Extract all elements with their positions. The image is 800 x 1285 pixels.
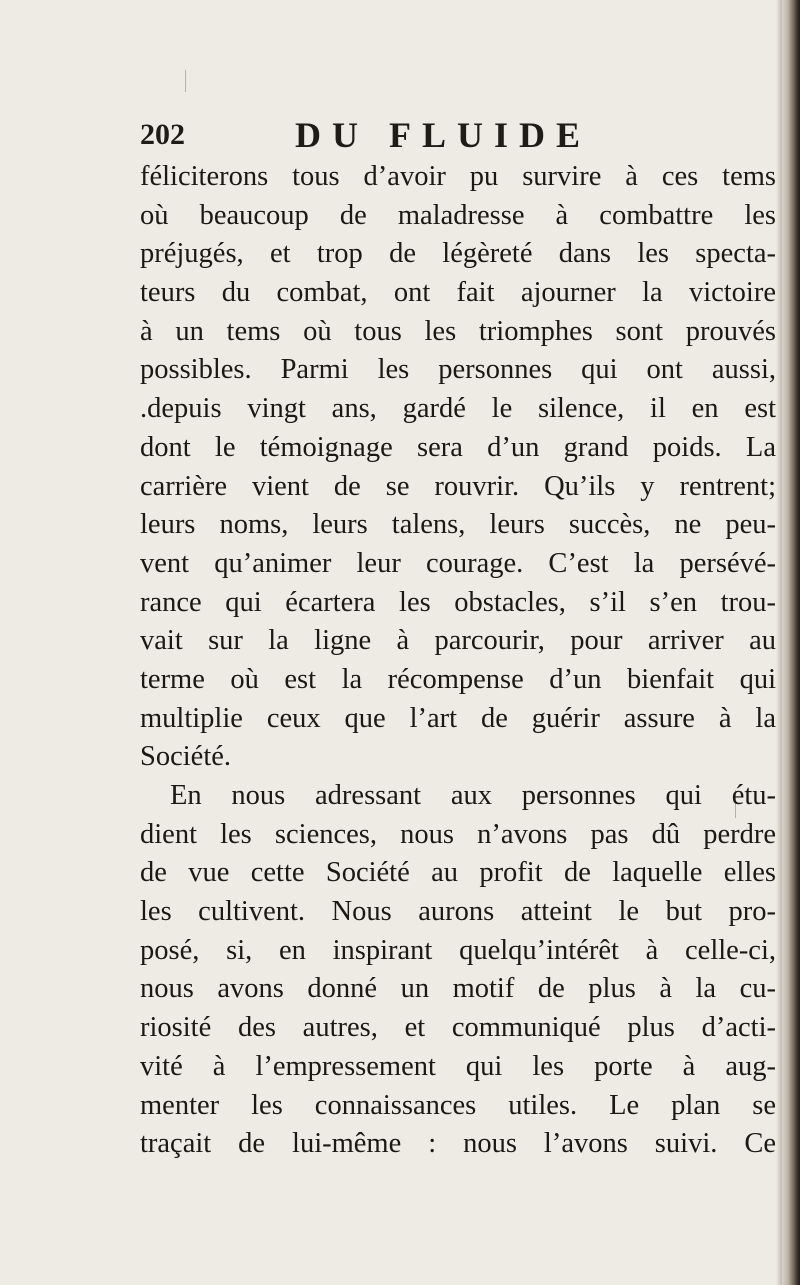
scan-speck	[185, 70, 186, 92]
text-line: rance qui écartera les obstacles, s’il s’en trou-	[140, 586, 776, 618]
text-line: possibles. Parmi les personnes qui ont aussi,	[140, 354, 776, 386]
text-line: féliciterons tous d’avoir pu survire à ces tems	[140, 161, 776, 192]
text-line: posé, si, en inspirant quelqu’intérêt à celle-ci,	[140, 934, 776, 966]
paragraph-start-line: En nous adressant aux personnes qui étu-	[170, 780, 776, 811]
paragraph-end-line: Société.	[140, 741, 232, 773]
page-number: 202	[140, 118, 185, 151]
running-title: DU FLUIDE	[295, 115, 592, 155]
text-line: multiplie ceux que l’art de guérir assure à la	[140, 702, 776, 734]
text-line: menter les connaissances utiles. Le plan se	[140, 1089, 776, 1121]
text-line: dont le témoignage sera d’un grand poids. La	[140, 431, 776, 463]
text-line: vité à l’empressement qui les porte à aug-	[140, 1050, 776, 1082]
text-line: terme où est la récompense d’un bienfait qui	[140, 663, 776, 695]
body-text	[140, 158, 776, 1164]
book-binding-edge	[782, 0, 800, 1285]
text-line: vent qu’animer leur courage. C’est la persévé-	[140, 547, 776, 579]
text-line: préjugés, et trop de légèreté dans les specta-	[140, 238, 776, 270]
text-line: dient les sciences, nous n’avons pas dû perdre	[140, 818, 776, 850]
text-line: teurs du combat, ont fait ajourner la victoire	[140, 277, 776, 309]
text-line: de vue cette Société au profit de laquelle elles	[140, 857, 776, 889]
text-line: .depuis vingt ans, gardé le silence, il en est	[140, 393, 776, 425]
text-line: carrière vient de se rouvrir. Qu’ils y rentrent;	[140, 470, 776, 502]
text-line: les cultivent. Nous aurons atteint le but pro-	[140, 896, 776, 928]
text-line: à un tems où tous les triomphes sont prouvés	[140, 315, 776, 347]
text-line: vait sur la ligne à parcourir, pour arriver au	[140, 625, 776, 657]
text-line: leurs noms, leurs talens, leurs succès, ne peu-	[140, 509, 776, 541]
page-header	[140, 114, 770, 154]
text-line: nous avons donné un motif de plus à la cu-	[140, 973, 776, 1005]
text-line: riosité des autres, et communiqué plus d’acti-	[140, 1012, 776, 1044]
text-line: où beaucoup de maladresse à combattre les	[140, 199, 776, 231]
text-line: traçait de lui-même : nous l’avons suivi. Ce	[140, 1128, 776, 1160]
